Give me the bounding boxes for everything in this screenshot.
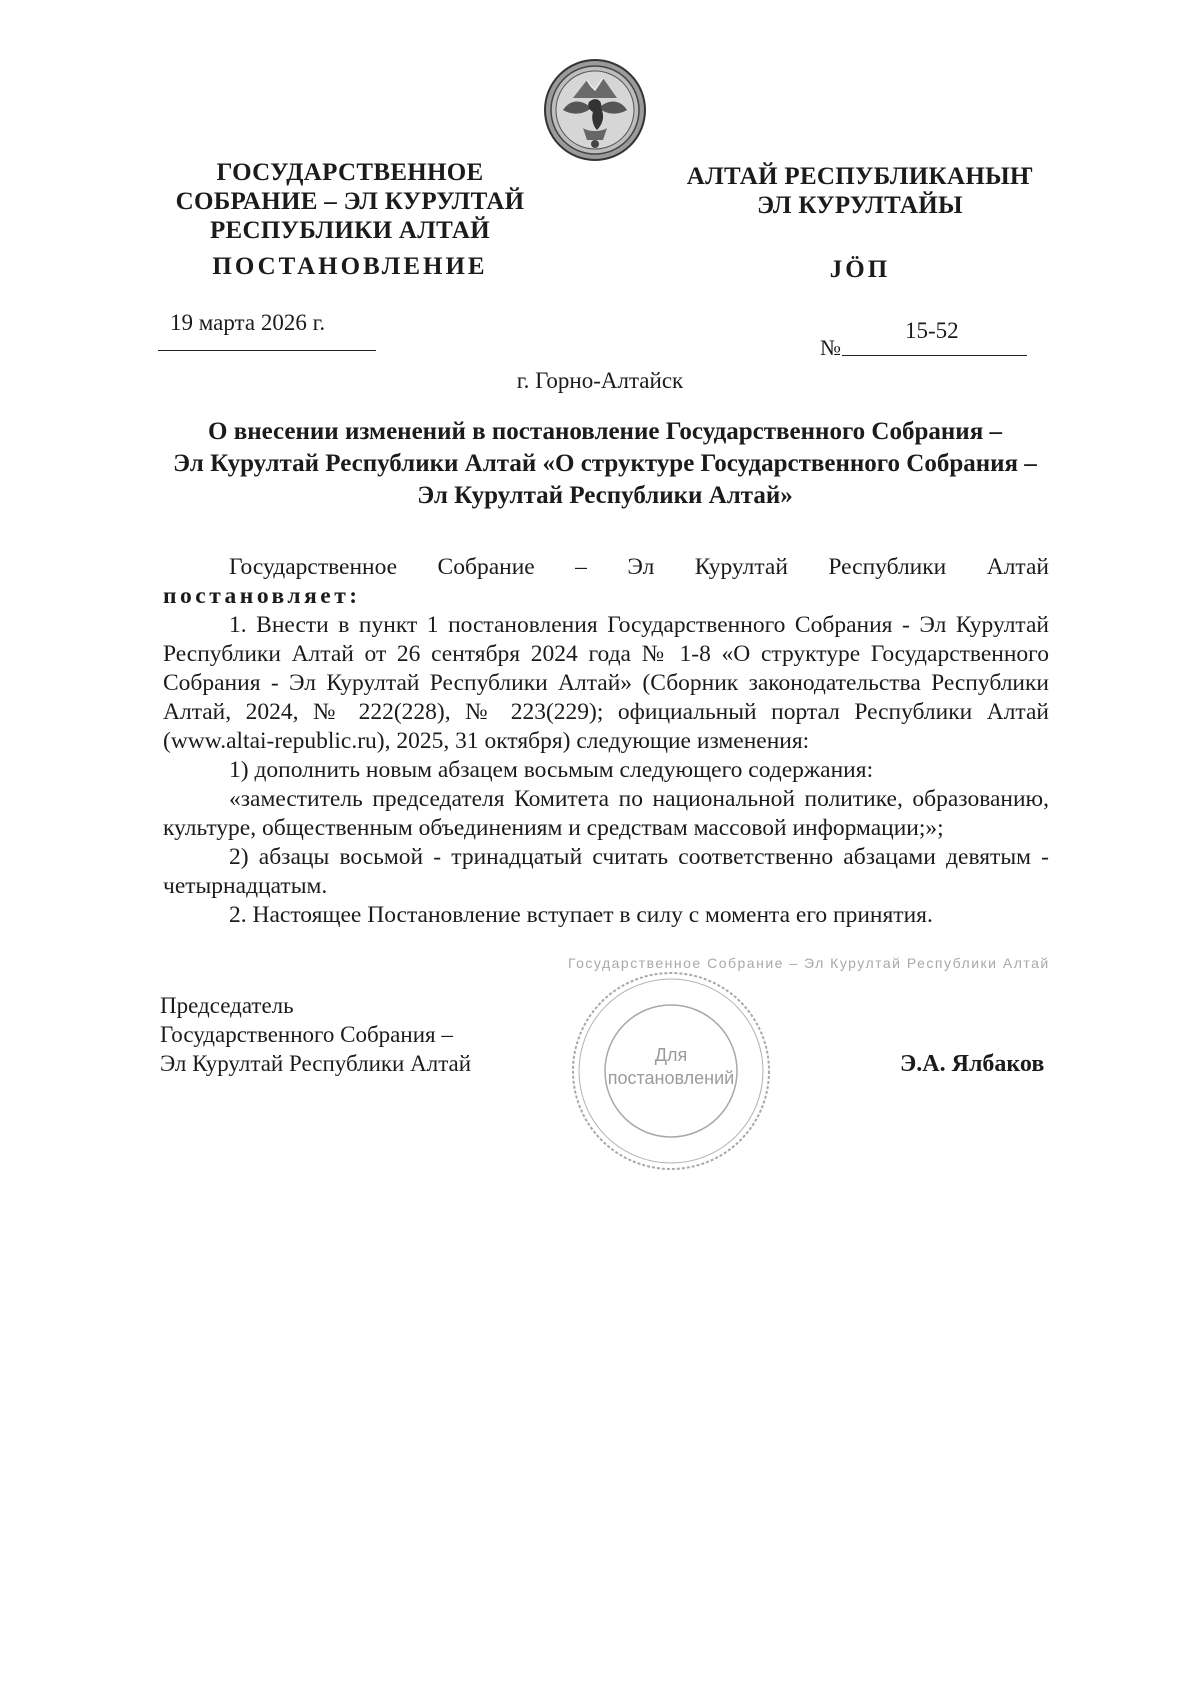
document-date: 19 марта 2026 г. [170, 310, 326, 335]
issuer-line: ЭЛ КУРУЛТАЙЫ [757, 192, 963, 219]
issuer-name-altai [660, 162, 1060, 220]
issuer-line: АЛТАЙ РЕСПУБЛИКАНЫҤ [686, 163, 1034, 190]
resolves-line [163, 582, 1049, 611]
document-type-altai: ЈӦП [829, 256, 891, 283]
paragraph-1: 1. Внести в пункт 1 постановления Государственного Собрания - Эл Курултай Республики Алтай от 26 сентября 2024 года № 1-8 «О структуре Государственного Собрания - Эл Курултай Республики Алтай» (Сборник законодательства Республики Алтай, 2024, № 222(228), № 223(229); официальный портал Республики Алтай (www.altai-republic.ru), 2025, 31 октября) следующие изменения: [163, 612, 1049, 754]
paragraph-4: 2) абзацы восьмой - тринадцатый считать соответственно абзацами девятым - четырнадцатым. [163, 844, 1049, 899]
stamp-center-line1: Для [654, 1045, 688, 1065]
stamp-center-line2: постановлений [607, 1068, 735, 1088]
resolves-word: постановляет [163, 583, 350, 609]
document-number: 15-52 [905, 318, 959, 343]
position-line: Председатель [160, 993, 294, 1018]
resolves-colon: : [349, 583, 358, 609]
intro-line: Государственное Собрание – Эл Курултай Республики Алтай [229, 554, 1049, 580]
issuer-name-russian [150, 158, 550, 245]
title-line: О внесении изменений в постановление Государственного Собрания – [208, 418, 1002, 445]
title-line: Эл Курултай Республики Алтай «О структуре Государственного Собрания – [173, 450, 1037, 477]
paragraph-5: 2. Настоящее Постановление вступает в силу с момента его принятия. [229, 902, 933, 928]
document-city: г. Горно-Алтайск [516, 368, 684, 393]
document-body [163, 553, 1049, 930]
position-line: Эл Курултай Республики Алтай [160, 1051, 472, 1076]
paragraph-2: 1) дополнить новым абзацем восьмым следующего содержания: [229, 757, 874, 783]
issuer-line: СОБРАНИЕ – ЭЛ КУРУЛТАЙ [175, 188, 525, 215]
number-underline [842, 355, 1027, 356]
date-underline [158, 350, 376, 351]
document-type-russian: ПОСТАНОВЛЕНИЕ [212, 253, 488, 280]
document-title [160, 416, 1050, 512]
title-line: Эл Курултай Республики Алтай» [417, 482, 793, 509]
paragraph-3: «заместитель председателя Комитета по национальной политике, образованию, культуре, общественным объединениям и средствам массовой информации;»; [163, 786, 1049, 841]
coat-of-arms-emblem [543, 58, 647, 162]
stamp-ring-text: Государственное Собрание – Эл Курултай Республики Алтай [568, 955, 1050, 971]
number-label: № [820, 335, 841, 360]
position-line: Государственного Собрания – [160, 1022, 453, 1047]
issuer-line: РЕСПУБЛИКИ АЛТАЙ [209, 217, 490, 244]
signatory-position [160, 991, 471, 1078]
signatory-name: Э.А. Ялбаков [900, 1051, 1045, 1077]
issuer-line: ГОСУДАРСТВЕННОЕ [216, 159, 484, 186]
